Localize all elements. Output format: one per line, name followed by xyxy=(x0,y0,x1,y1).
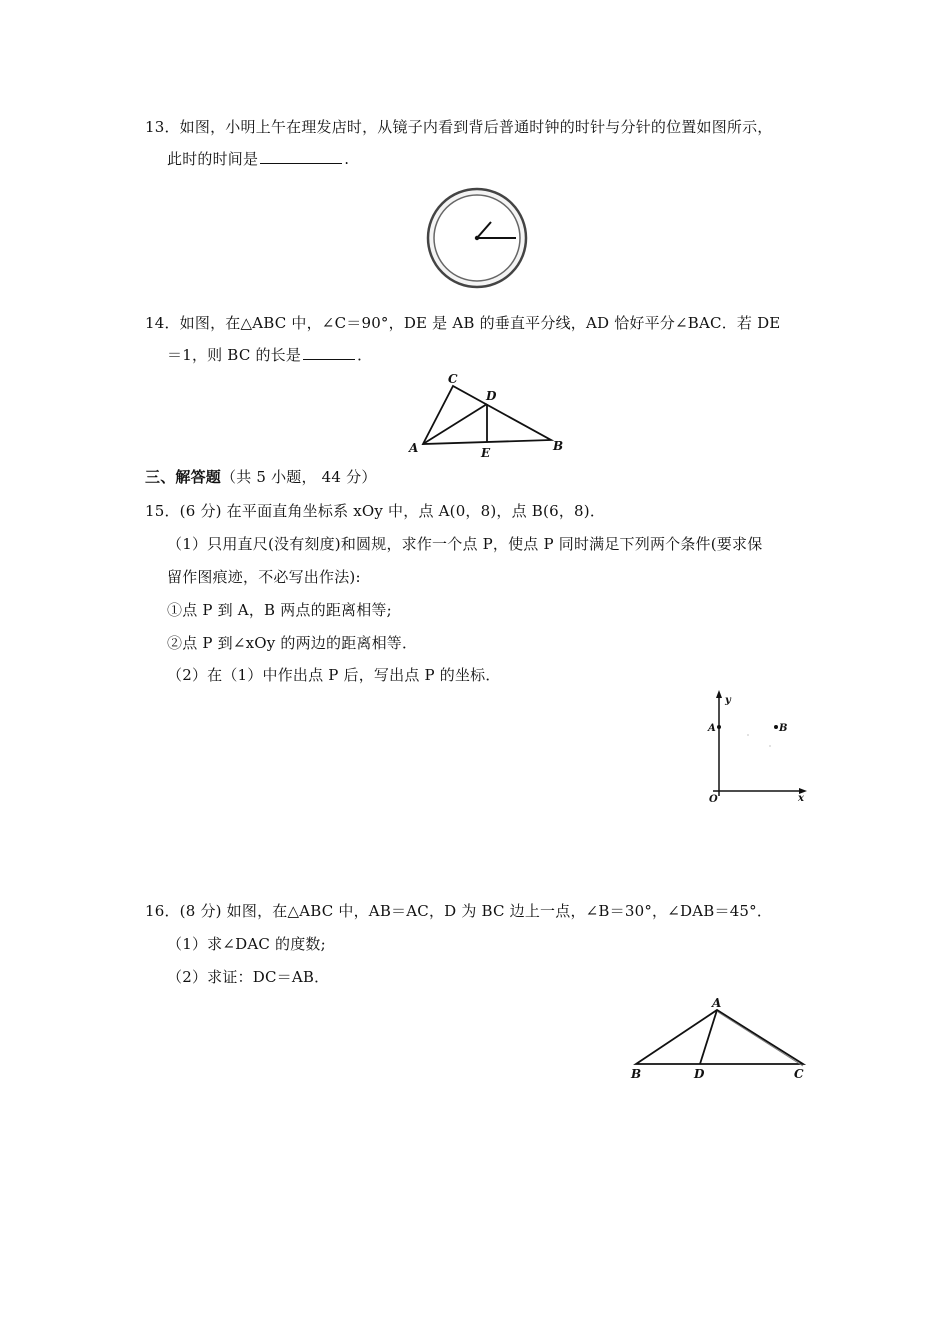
segment-ad xyxy=(700,1010,717,1064)
label-o: O xyxy=(709,794,718,805)
q13-line2-prefix: 此时的时间是 xyxy=(167,150,259,168)
q15-line4: ①点 P 到 A，B 两点的距离相等; xyxy=(167,601,392,619)
q16-line3: （2）求证：DC＝AB． xyxy=(167,968,330,986)
label-a: A xyxy=(708,723,716,734)
label-b: B xyxy=(553,439,564,453)
section3-title: 三、解答题 xyxy=(145,468,222,486)
section3-header xyxy=(145,467,377,487)
label-a: A xyxy=(409,441,419,455)
label-e: E xyxy=(481,446,491,460)
label-d: D xyxy=(486,389,497,403)
clock-figure xyxy=(424,186,534,296)
q15-line1: 15．(6 分) 在平面直角坐标系 xOy 中，点 A(0，8)，点 B(6，8)． xyxy=(145,502,606,520)
label-b: B xyxy=(631,1067,642,1081)
label-c: C xyxy=(794,1067,804,1081)
speck-1 xyxy=(747,734,748,735)
q15-line3: 留作图痕迹，不必写出作法): xyxy=(167,568,361,586)
q13-line1: 13．如图，小明上午在理发店时，从镜子内看到背后普通时钟的时针与分针的位置如图所示， xyxy=(145,118,773,136)
q14-line2-suffix: ． xyxy=(357,346,373,364)
q13-line2 xyxy=(167,149,349,169)
triangle-abc-isosceles-figure xyxy=(625,995,815,1080)
q16-line2: （1）求∠DAC 的度数; xyxy=(167,935,326,953)
point-b xyxy=(774,725,778,729)
speck-2 xyxy=(769,745,770,746)
clock-center xyxy=(475,236,479,240)
q14-line2 xyxy=(167,345,372,365)
segment-ac-shadow xyxy=(718,1012,803,1066)
point-a xyxy=(717,725,721,729)
q15-line2: （1）只用直尺(没有刻度)和圆规，求作一个点 P，使点 P 同时满足下列两个条件(要求保 xyxy=(167,535,763,553)
label-d: D xyxy=(694,1067,705,1081)
y-axis-arrow xyxy=(716,690,722,698)
q14-line2-prefix: ＝1，则 BC 的长是 xyxy=(167,346,302,364)
q15-line6: （2）在（1）中作出点 P 后，写出点 P 的坐标． xyxy=(167,666,501,684)
q16-line1: 16．(8 分) 如图，在△ABC 中，AB＝AC，D 为 BC 边上一点，∠B＝30°，∠DAB＝45°． xyxy=(145,902,773,920)
q15-line5: ②点 P 到∠xOy 的两边的距离相等． xyxy=(167,634,418,652)
q13-line2-suffix: . xyxy=(344,150,350,168)
q14-answer-blank xyxy=(303,345,355,360)
triangle-abc-figure xyxy=(405,370,565,460)
label-x: x xyxy=(798,793,804,804)
triangle-abc xyxy=(636,1010,803,1064)
coordinate-plane-figure xyxy=(703,690,813,810)
q14-line1: 14．如图，在△ABC 中，∠C＝90°，DE 是 AB 的垂直平分线，AD 恰好平分∠BAC．若 DE xyxy=(145,314,781,332)
section3-note: （共 5 小题， 44 分） xyxy=(221,468,377,486)
label-y: y xyxy=(725,695,731,706)
q13-answer-blank xyxy=(260,149,342,164)
label-c: C xyxy=(448,372,458,386)
label-b: B xyxy=(779,723,788,734)
label-a: A xyxy=(712,996,722,1010)
